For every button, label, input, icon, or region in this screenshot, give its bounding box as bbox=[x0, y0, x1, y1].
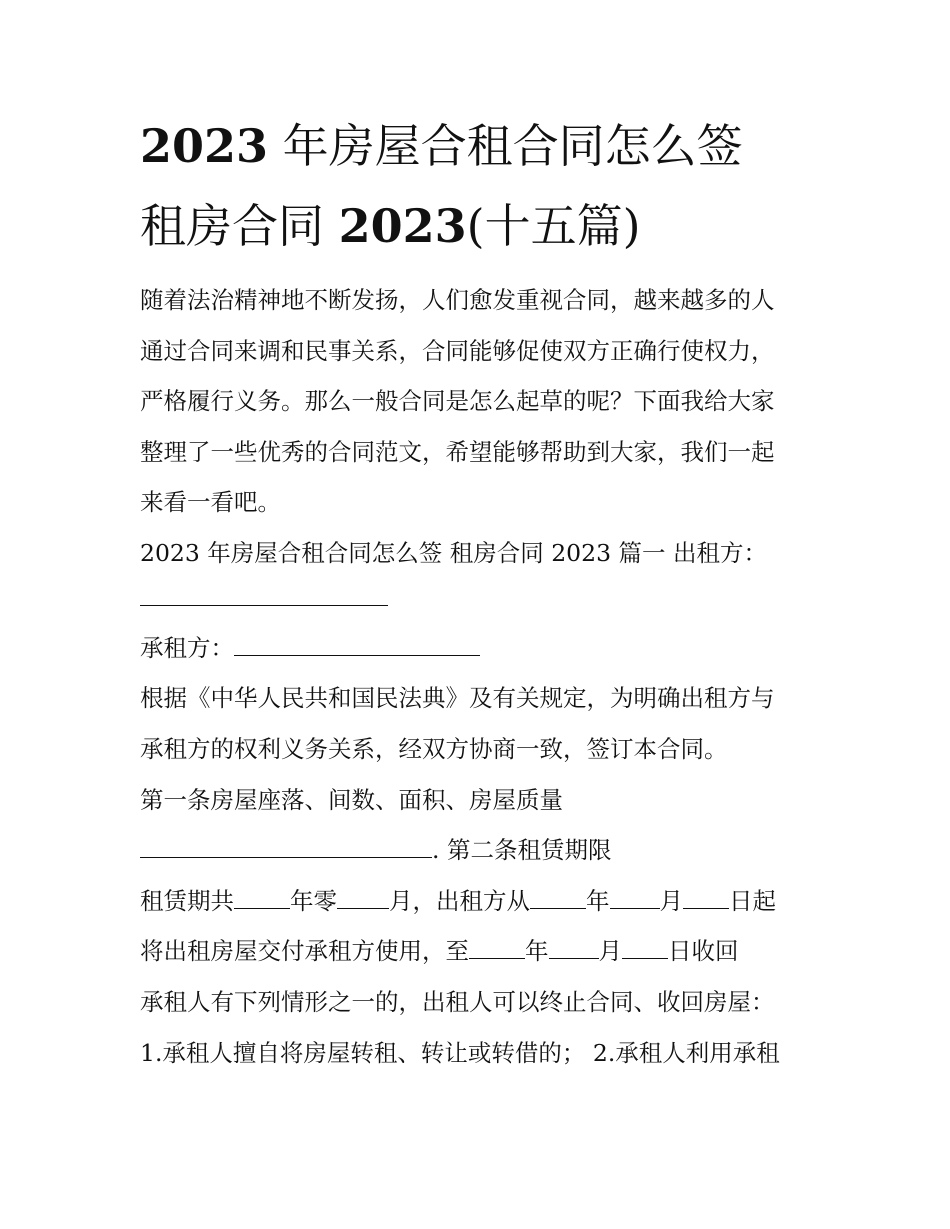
title-year-2: 2023 bbox=[338, 199, 467, 253]
term-text: 年零 bbox=[290, 887, 337, 915]
intro-line: 随着法治精神地不断发扬，人们愈发重视合同，越来越多的人 bbox=[140, 286, 775, 314]
title-year: 2023 bbox=[140, 119, 269, 173]
term-text: 月 bbox=[659, 887, 683, 915]
start-year-blank bbox=[530, 886, 586, 909]
article-2-line bbox=[140, 835, 611, 865]
document-title-line-1 bbox=[140, 118, 840, 174]
document-title-line-2 bbox=[140, 198, 840, 254]
lessee-line bbox=[140, 633, 480, 663]
end-day-blank bbox=[622, 936, 668, 959]
term-text: 日起 bbox=[729, 887, 776, 915]
end-year-blank bbox=[469, 936, 525, 959]
article-1: 第一条房屋座落、间数、面积、房屋质量 bbox=[140, 786, 563, 814]
title-suffix: (十五篇) bbox=[466, 199, 641, 253]
intro-line: 严格履行义务。那么一般合同是怎么起草的呢？下面我给大家 bbox=[140, 387, 775, 415]
months-blank bbox=[337, 886, 389, 909]
start-month-blank bbox=[610, 886, 660, 909]
title-text-2: 租房合同 bbox=[140, 199, 324, 253]
intro-line: 整理了一些优秀的合同范文，希望能够帮助到大家，我们一起 bbox=[140, 438, 775, 466]
clauses-line: 1.承租人擅自将房屋转租、转让或转借的； 2.承租人利用承租 bbox=[140, 1039, 780, 1067]
term-text: 年 bbox=[586, 887, 610, 915]
basis-line: 根据《中华人民共和国民法典》及有关规定，为明确出租方与 bbox=[140, 684, 775, 712]
lessor-blank bbox=[140, 605, 388, 606]
section-heading: 2023 年房屋合租合同怎么签 租房合同 2023 篇一 出租方： bbox=[140, 539, 767, 567]
lessee-label: 承租方： bbox=[140, 634, 234, 662]
basis-line: 承租方的权利义务关系，经双方协商一致，签订本合同。 bbox=[140, 735, 728, 763]
article-2: . 第二条租赁期限 bbox=[432, 836, 612, 864]
title-text: 年房屋合租合同怎么签 bbox=[282, 119, 743, 173]
handover-text: 日收回 bbox=[668, 937, 739, 965]
lessee-blank bbox=[234, 633, 480, 656]
years-blank bbox=[234, 886, 290, 909]
intro-line: 通过合同来调和民事关系，合同能够促使双方正确行使权力， bbox=[140, 337, 775, 365]
termination-line: 承租人有下列情形之一的，出租人可以终止合同、收回房屋： bbox=[140, 988, 775, 1016]
handover-text: 将出租房屋交付承租方使用，至 bbox=[140, 937, 469, 965]
start-day-blank bbox=[683, 886, 729, 909]
handover-text: 年 bbox=[525, 937, 549, 965]
handover-text: 月 bbox=[598, 937, 622, 965]
property-blank bbox=[140, 835, 432, 858]
term-text: 租赁期共 bbox=[140, 887, 234, 915]
handover-line bbox=[140, 936, 739, 966]
intro-line: 来看一看吧。 bbox=[140, 488, 281, 516]
term-text: 月，出租方从 bbox=[389, 887, 530, 915]
lease-term-line bbox=[140, 886, 776, 916]
end-month-blank bbox=[549, 936, 599, 959]
